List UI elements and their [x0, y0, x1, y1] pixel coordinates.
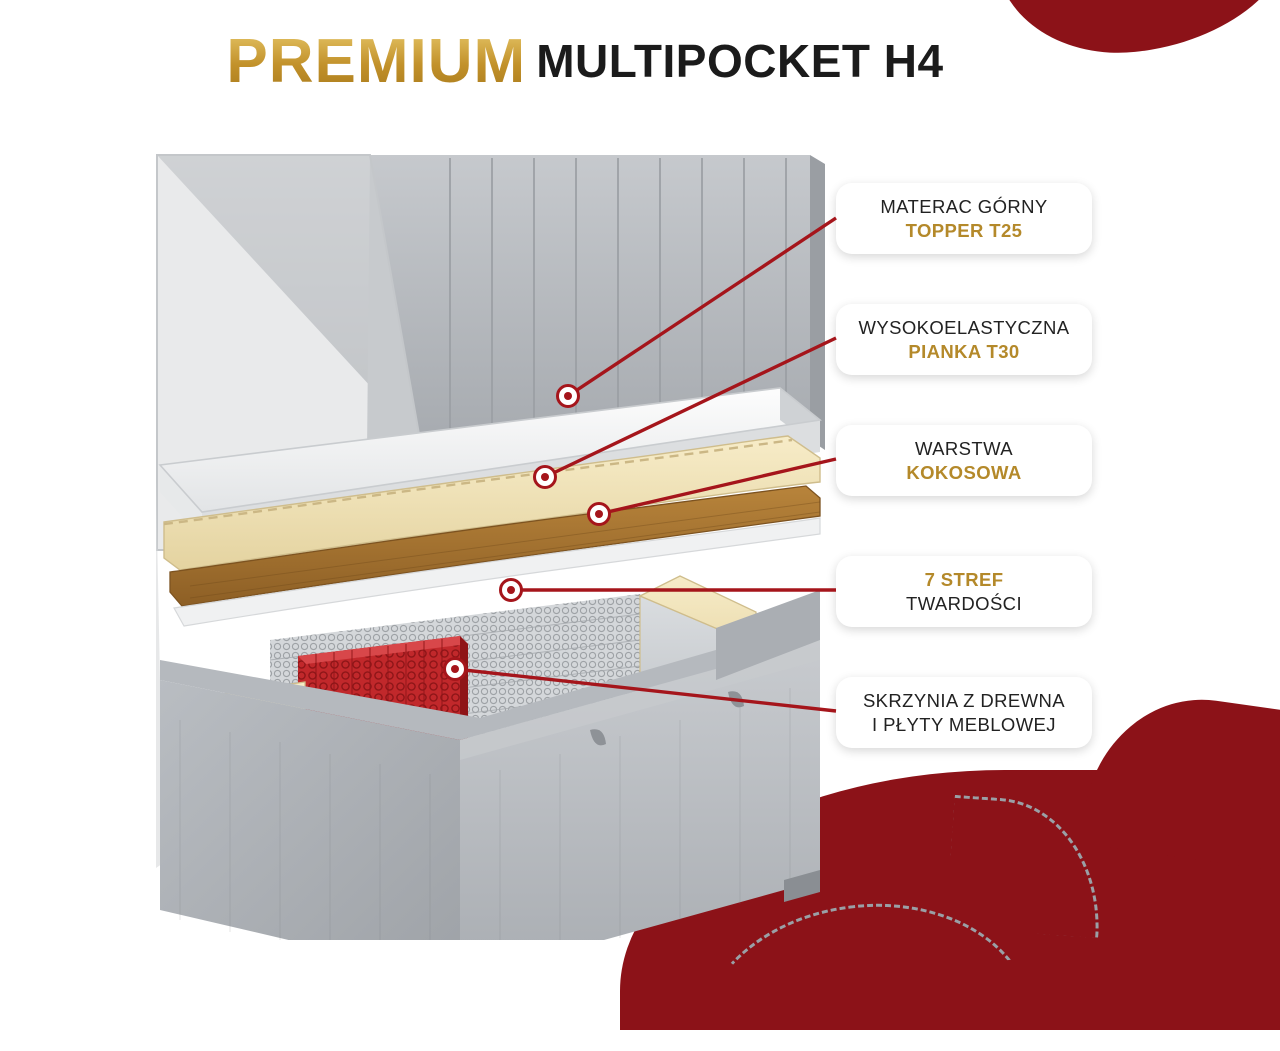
callout-topper-line2: TOPPER T25 [905, 219, 1023, 241]
callout-base[interactable] [836, 677, 1092, 748]
callout-coconut-line2: KOKOSOWA [906, 461, 1022, 483]
bed-cutaway-illustration [120, 120, 880, 940]
page-title [0, 26, 1170, 97]
callout-base-line2: I PŁYTY MEBLOWEJ [872, 713, 1056, 735]
title-model: MULTIPOCKET H4 [536, 35, 944, 87]
callout-zones-line2: TWARDOŚCI [906, 592, 1022, 614]
callout-foam-line1: WYSOKOELASTYCZNA [858, 317, 1070, 338]
callout-coconut[interactable] [836, 425, 1092, 496]
callout-zones[interactable] [836, 556, 1092, 627]
decorative-dashed-arc-2 [946, 795, 1108, 938]
decorative-blob-bottom-corner [1080, 685, 1280, 875]
callout-coconut-line1: WARSTWA [914, 438, 1014, 459]
callout-topper[interactable] [836, 183, 1092, 254]
callout-zones-line1: 7 STREF [924, 569, 1004, 590]
callout-topper-line1: MATERAC GÓRNY [880, 196, 1048, 217]
callout-foam-line2: PIANKA T30 [908, 340, 1020, 362]
callout-foam[interactable] [836, 304, 1092, 375]
title-premium: PREMIUM [226, 27, 527, 96]
callout-base-line1: SKRZYNIA Z DREWNA [862, 690, 1066, 711]
